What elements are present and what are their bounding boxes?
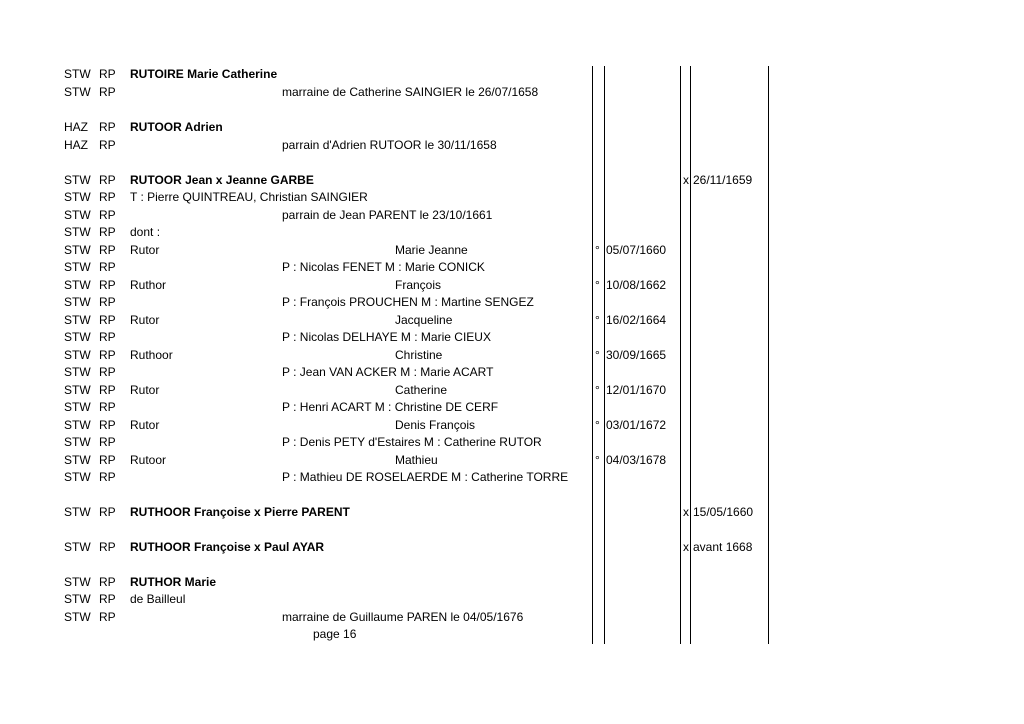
register-code: RP (99, 67, 116, 81)
register-code: RP (99, 435, 116, 449)
register-row (0, 347, 1024, 364)
entry-role: parrain d'Adrien RUTOOR le 30/11/1658 (282, 138, 497, 152)
location-code: STW (64, 243, 91, 257)
marriage-date: 15/05/1660 (693, 505, 754, 519)
register-code: RP (99, 592, 116, 606)
register-code: RP (99, 190, 116, 204)
register-code: RP (99, 260, 116, 274)
register-code: RP (99, 138, 116, 152)
register-row (0, 434, 1024, 451)
entry-name: RUTHOOR Françoise x Pierre PARENT (130, 505, 350, 519)
entry-name: Ruthor (130, 278, 167, 292)
entry-name: Rutoor (130, 453, 167, 467)
marriage-mark: x (683, 540, 689, 554)
page-number: page 16 (313, 627, 357, 641)
location-code: STW (64, 85, 91, 99)
entry-name: Rutor (130, 243, 160, 257)
register-code: RP (99, 313, 116, 327)
entry-name: Rutor (130, 383, 160, 397)
baptism-date: 12/01/1670 (606, 383, 667, 397)
location-code: STW (64, 400, 91, 414)
register-row (0, 137, 1024, 154)
register-row (0, 452, 1024, 469)
baptism-date: 04/03/1678 (606, 453, 667, 467)
location-code: STW (64, 470, 91, 484)
register-row (0, 224, 1024, 241)
entry-name: Rutor (130, 418, 160, 432)
entry-name: RUTHOOR Françoise x Paul AYAR (130, 540, 325, 554)
register-row (0, 539, 1024, 556)
register-row (0, 189, 1024, 206)
register-code: RP (99, 470, 116, 484)
location-code: STW (64, 260, 91, 274)
register-row (0, 312, 1024, 329)
baptism-mark: ° (595, 418, 600, 432)
entry-role: marraine de Catherine SAINGIER le 26/07/1658 (282, 85, 539, 99)
register-row (0, 66, 1024, 83)
baptism-mark: ° (595, 348, 600, 362)
register-code: RP (99, 173, 116, 187)
entry-name: dont : (130, 225, 161, 239)
baptism-date: 16/02/1664 (606, 313, 667, 327)
baptism-mark: ° (595, 278, 600, 292)
location-code: STW (64, 575, 91, 589)
register-row (0, 504, 1024, 521)
location-code: STW (64, 453, 91, 467)
register-row (0, 399, 1024, 416)
register-code: RP (99, 243, 116, 257)
register-row (0, 119, 1024, 136)
location-code: STW (64, 190, 91, 204)
register-row (0, 277, 1024, 294)
location-code: STW (64, 540, 91, 554)
register-row (0, 417, 1024, 434)
child-given-name: Marie Jeanne (395, 243, 468, 257)
location-code: STW (64, 67, 91, 81)
register-row (0, 172, 1024, 189)
location-code: STW (64, 225, 91, 239)
location-code: STW (64, 295, 91, 309)
register-code: RP (99, 383, 116, 397)
register-code: RP (99, 330, 116, 344)
entry-name: de Bailleul (130, 592, 186, 606)
register-row (0, 469, 1024, 486)
entry-role: P : Mathieu DE ROSELAERDE M : Catherine TORRE (282, 470, 569, 484)
location-code: STW (64, 313, 91, 327)
entry-role: P : Denis PETY d'Estaires M : Catherine RUTOR (282, 435, 542, 449)
register-code: RP (99, 418, 116, 432)
child-given-name: Denis François (395, 418, 476, 432)
location-code: STW (64, 418, 91, 432)
location-code: STW (64, 592, 91, 606)
entry-role: P : Henri ACART M : Christine DE CERF (282, 400, 499, 414)
entry-name: Ruthoor (130, 348, 173, 362)
register-code: RP (99, 400, 116, 414)
location-code: STW (64, 365, 91, 379)
register-row (0, 329, 1024, 346)
register-code: RP (99, 85, 116, 99)
location-code: STW (64, 330, 91, 344)
location-code: HAZ (64, 138, 88, 152)
marriage-date: 26/11/1659 (693, 173, 753, 187)
baptism-date: 05/07/1660 (606, 243, 667, 257)
register-row (0, 574, 1024, 591)
entry-role: marraine de Guillaume PAREN le 04/05/1676 (282, 610, 524, 624)
entry-name: RUTOIRE Marie Catherine (130, 67, 278, 81)
register-code: RP (99, 505, 116, 519)
marriage-date: avant 1668 (693, 540, 753, 554)
register-row (0, 382, 1024, 399)
baptism-mark: ° (595, 383, 600, 397)
register-code: RP (99, 120, 116, 134)
register-row (0, 294, 1024, 311)
register-row (0, 591, 1024, 608)
register-row (0, 242, 1024, 259)
register-code: RP (99, 540, 116, 554)
baptism-date: 03/01/1672 (606, 418, 667, 432)
register-code: RP (99, 225, 116, 239)
register-code: RP (99, 348, 116, 362)
register-code: RP (99, 278, 116, 292)
location-code: HAZ (64, 120, 88, 134)
register-code: RP (99, 575, 116, 589)
register-code: RP (99, 365, 116, 379)
register-row (0, 259, 1024, 276)
location-code: STW (64, 435, 91, 449)
register-row (0, 84, 1024, 101)
entry-role: P : François PROUCHEN M : Martine SENGEZ (282, 295, 534, 309)
register-code: RP (99, 610, 116, 624)
location-code: STW (64, 505, 91, 519)
register-row (0, 207, 1024, 224)
child-given-name: Christine (395, 348, 443, 362)
location-code: STW (64, 348, 91, 362)
entry-role: P : Nicolas DELHAYE M : Marie CIEUX (282, 330, 491, 344)
location-code: STW (64, 383, 91, 397)
entry-role: P : Nicolas FENET M : Marie CONICK (282, 260, 485, 274)
baptism-mark: ° (595, 313, 600, 327)
register-code: RP (99, 453, 116, 467)
child-given-name: Mathieu (395, 453, 438, 467)
marriage-mark: x (683, 505, 689, 519)
location-code: STW (64, 173, 91, 187)
entry-name: RUTOOR Adrien (130, 120, 223, 134)
baptism-date: 30/09/1665 (606, 348, 667, 362)
baptism-mark: ° (595, 453, 600, 467)
location-code: STW (64, 610, 91, 624)
register-code: RP (99, 295, 116, 309)
entry-name: RUTHOR Marie (130, 575, 217, 589)
location-code: STW (64, 208, 91, 222)
child-given-name: Catherine (395, 383, 448, 397)
register-row (0, 364, 1024, 381)
location-code: STW (64, 278, 91, 292)
register-row (0, 609, 1024, 626)
entry-name: T : Pierre QUINTREAU, Christian SAINGIER (130, 190, 368, 204)
entry-role: parrain de Jean PARENT le 23/10/1661 (282, 208, 493, 222)
child-given-name: Jacqueline (395, 313, 453, 327)
entry-name: Rutor (130, 313, 160, 327)
child-given-name: François (395, 278, 442, 292)
marriage-mark: x (683, 173, 689, 187)
baptism-date: 10/08/1662 (606, 278, 667, 292)
entry-name: RUTOOR Jean x Jeanne GARBE (130, 173, 314, 187)
baptism-mark: ° (595, 243, 600, 257)
entry-role: P : Jean VAN ACKER M : Marie ACART (282, 365, 494, 379)
register-code: RP (99, 208, 116, 222)
